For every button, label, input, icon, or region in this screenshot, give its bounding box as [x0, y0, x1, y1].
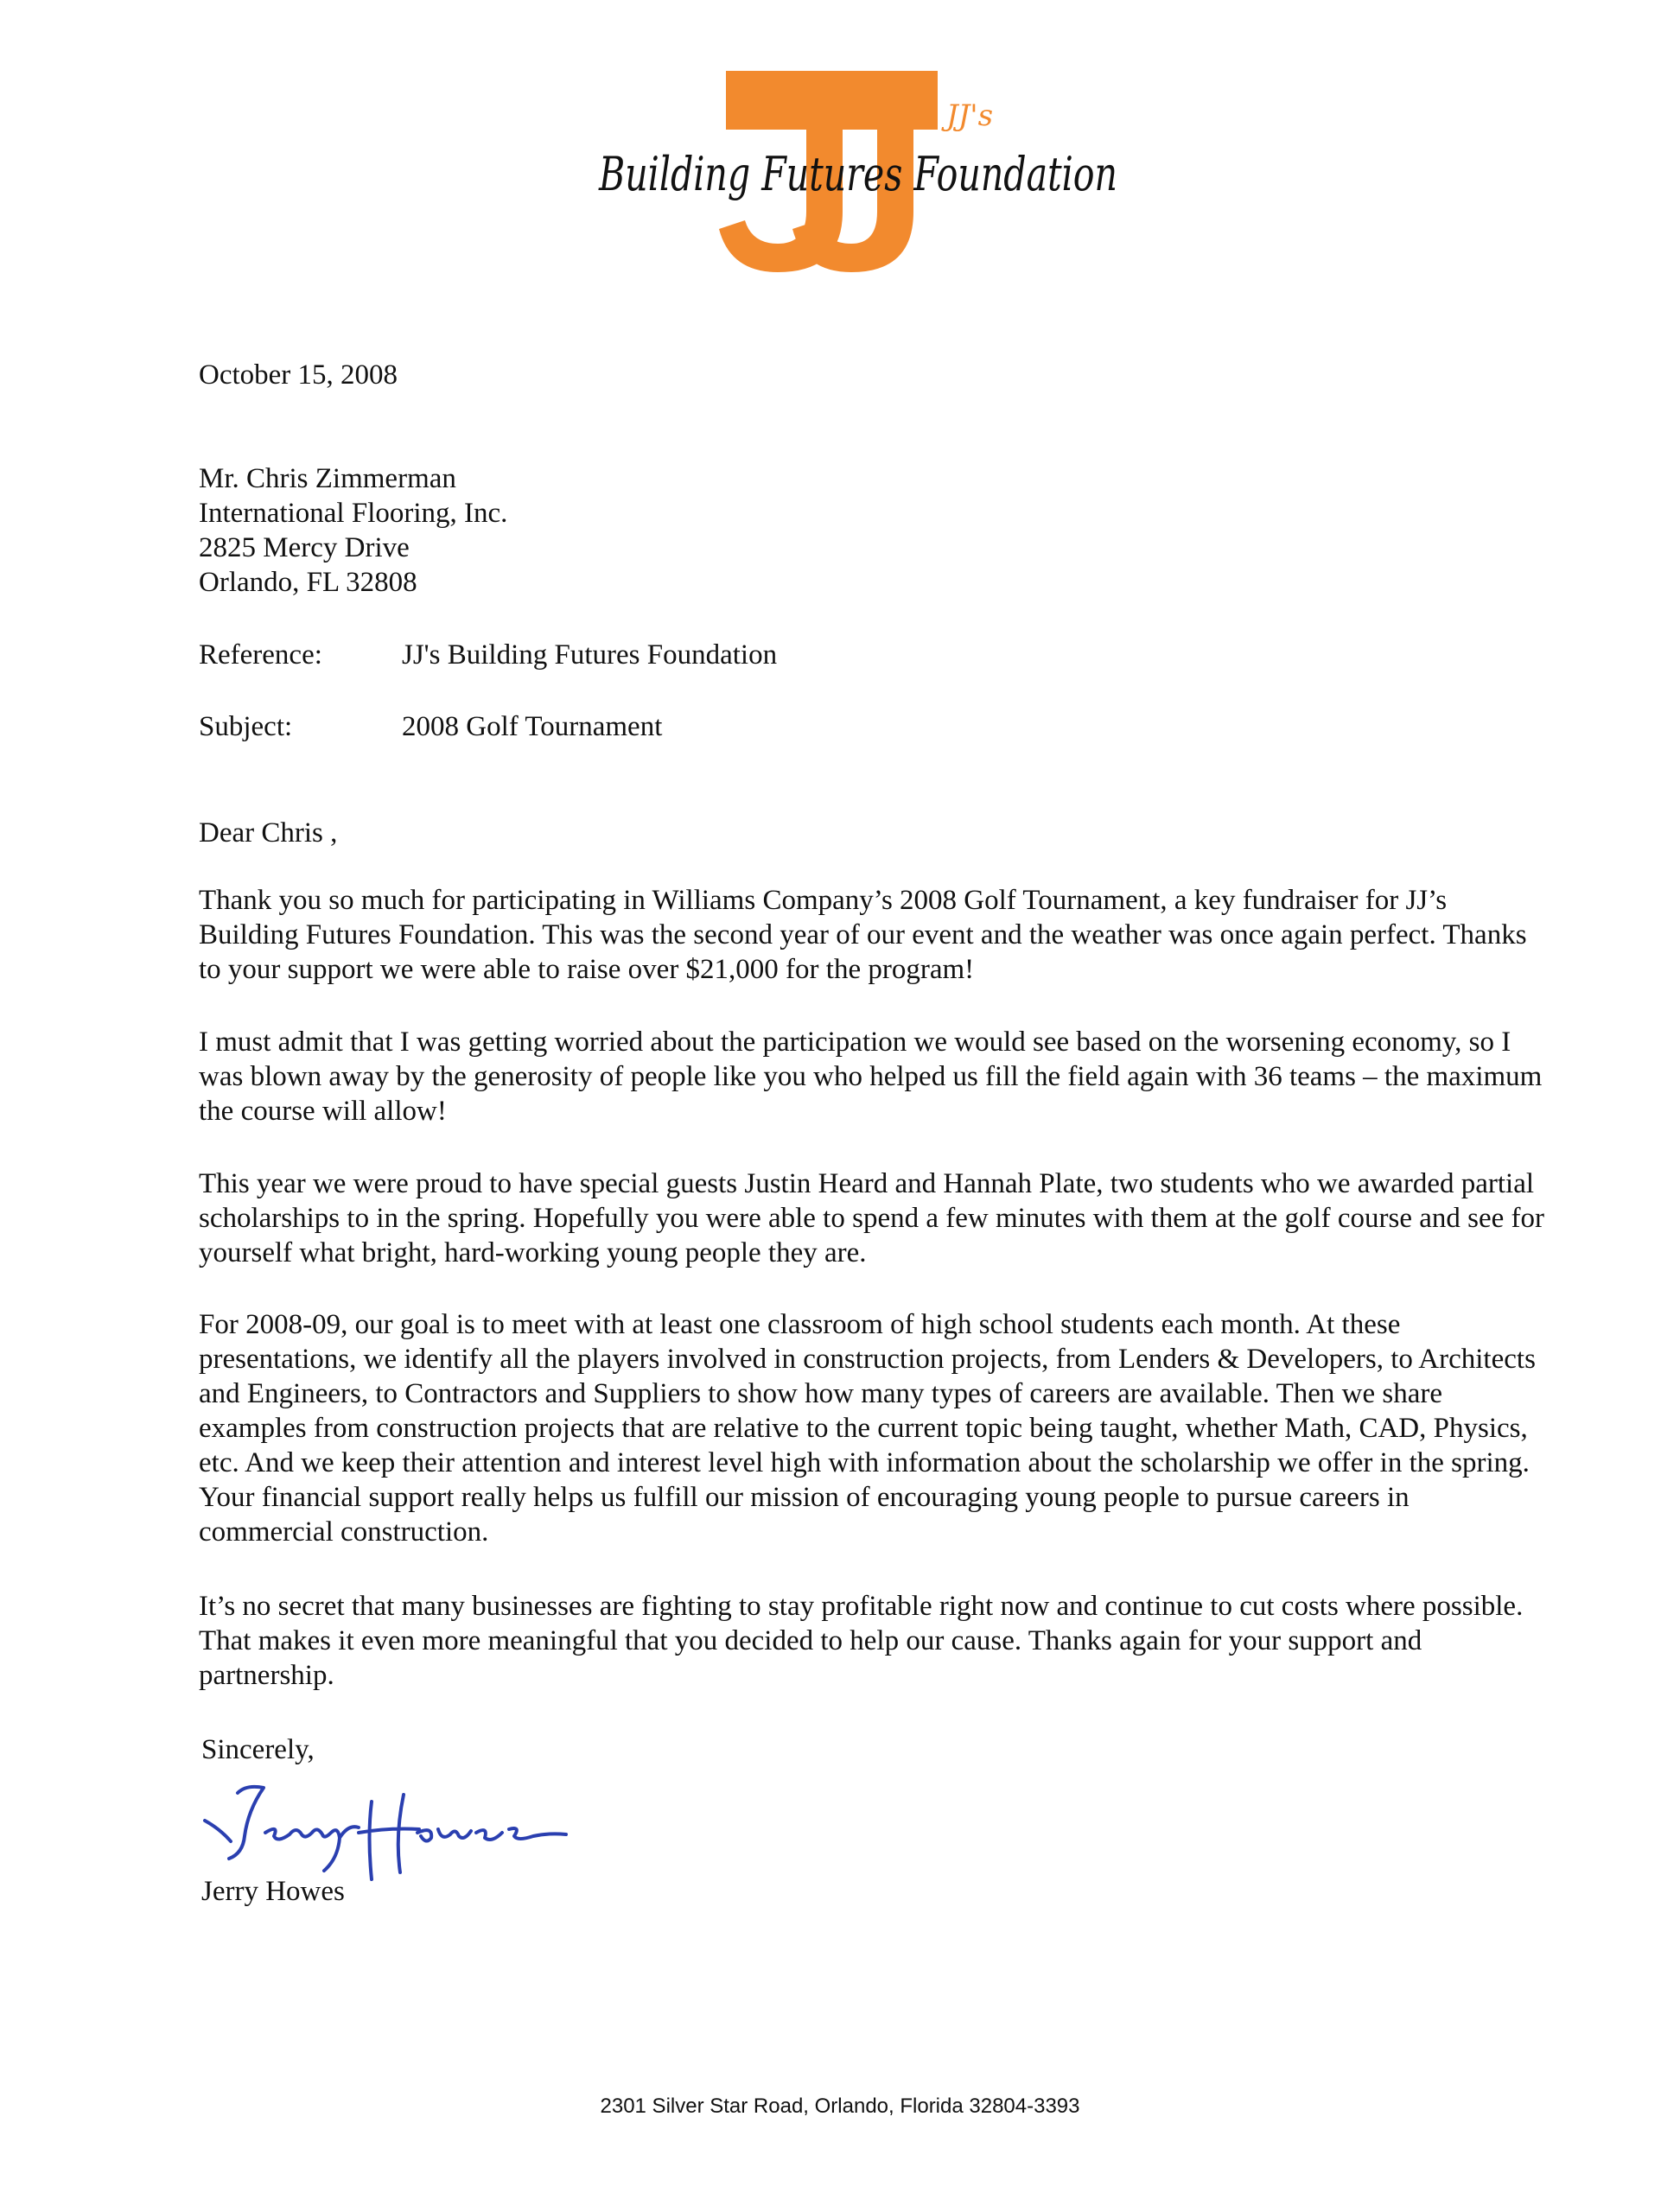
handwritten-signature — [194, 1776, 592, 1888]
recipient-street: 2825 Mercy Drive — [199, 532, 410, 563]
recipient-city: Orlando, FL 32808 — [199, 567, 417, 598]
signer-name: Jerry Howes — [201, 1876, 345, 1907]
signature-icon — [194, 1776, 592, 1888]
footer-address: 2301 Silver Star Road, Orlando, Florida 32804-3393 — [600, 2094, 1080, 2118]
body-paragraph — [199, 1307, 1547, 1549]
reference-value: JJ's Building Futures Foundation — [402, 639, 778, 671]
subject-label: Subject: — [199, 711, 293, 742]
paragraph-text: I must admit that I was getting worried about the participation we would see based on the worsening economy, so I was blown away by the generosity of people like you who helped us fill the field again with 36 teams – the maximum the course will allow! — [199, 1027, 1543, 1127]
recipient-company: International Flooring, Inc. — [199, 498, 508, 529]
paragraph-text: For 2008-09, our goal is to meet with at least one classroom of high school students each month. At these presentations, we identify all the players involved in construction projects, from Lenders & Developers, to Architects and Engineers, to Contractors and Suppliers to show how many types of careers are available. Then we share examples from construction projects that are relative to the current topic being taught, whether Math, CAD, Physics, etc. And we keep their attention and interest level high with information about the scholarship we offer in the spring. Your financial support really helps us fulfill our mission of encouraging young people to pursue careers in commercial construction. — [199, 1309, 1536, 1548]
paragraph-text: This year we were proud to have special guests Justin Heard and Hannah Plate, two students who we awarded partial scholarships to in the spring. Hopefully you were able to spend a few minutes with them at the golf course and see for yourself what bright, hard-working young people they are. — [199, 1168, 1545, 1268]
logo-mark-text: JJ's — [946, 99, 994, 133]
paragraph-text: It’s no secret that many businesses are fighting to stay profitable right now and continue to cut costs where possible. That makes it even more meaningful that you decided to help our cause. Thanks again for your support and partnership. — [199, 1591, 1524, 1691]
reference-label: Reference: — [199, 639, 322, 671]
foundation-logo — [592, 52, 1128, 285]
subject-value: 2008 Golf Tournament — [402, 711, 663, 742]
body-paragraph — [199, 1589, 1547, 1693]
recipient-name: Mr. Chris Zimmerman — [199, 463, 456, 494]
paragraph-text: Thank you so much for participating in Williams Company’s 2008 Golf Tournament, a key fundraiser for JJ’s Building Futures Foundation. This was the second year of our event and the weather was once again perfect. Thanks to your support we were able to raise over $21,000 for the program! — [199, 885, 1527, 985]
body-paragraph — [199, 883, 1547, 987]
letter-date: October 15, 2008 — [199, 359, 398, 391]
body-paragraph — [199, 1166, 1547, 1270]
recipient-address — [199, 461, 507, 600]
jj-logo-icon — [592, 52, 1128, 285]
closing: Sincerely, — [201, 1734, 315, 1765]
subject-line — [199, 709, 662, 744]
salutation: Dear Chris , — [199, 817, 338, 849]
body-paragraph — [199, 1025, 1547, 1128]
reference-line — [199, 638, 777, 672]
logo-text: Building Futures Foundation — [598, 147, 1117, 201]
